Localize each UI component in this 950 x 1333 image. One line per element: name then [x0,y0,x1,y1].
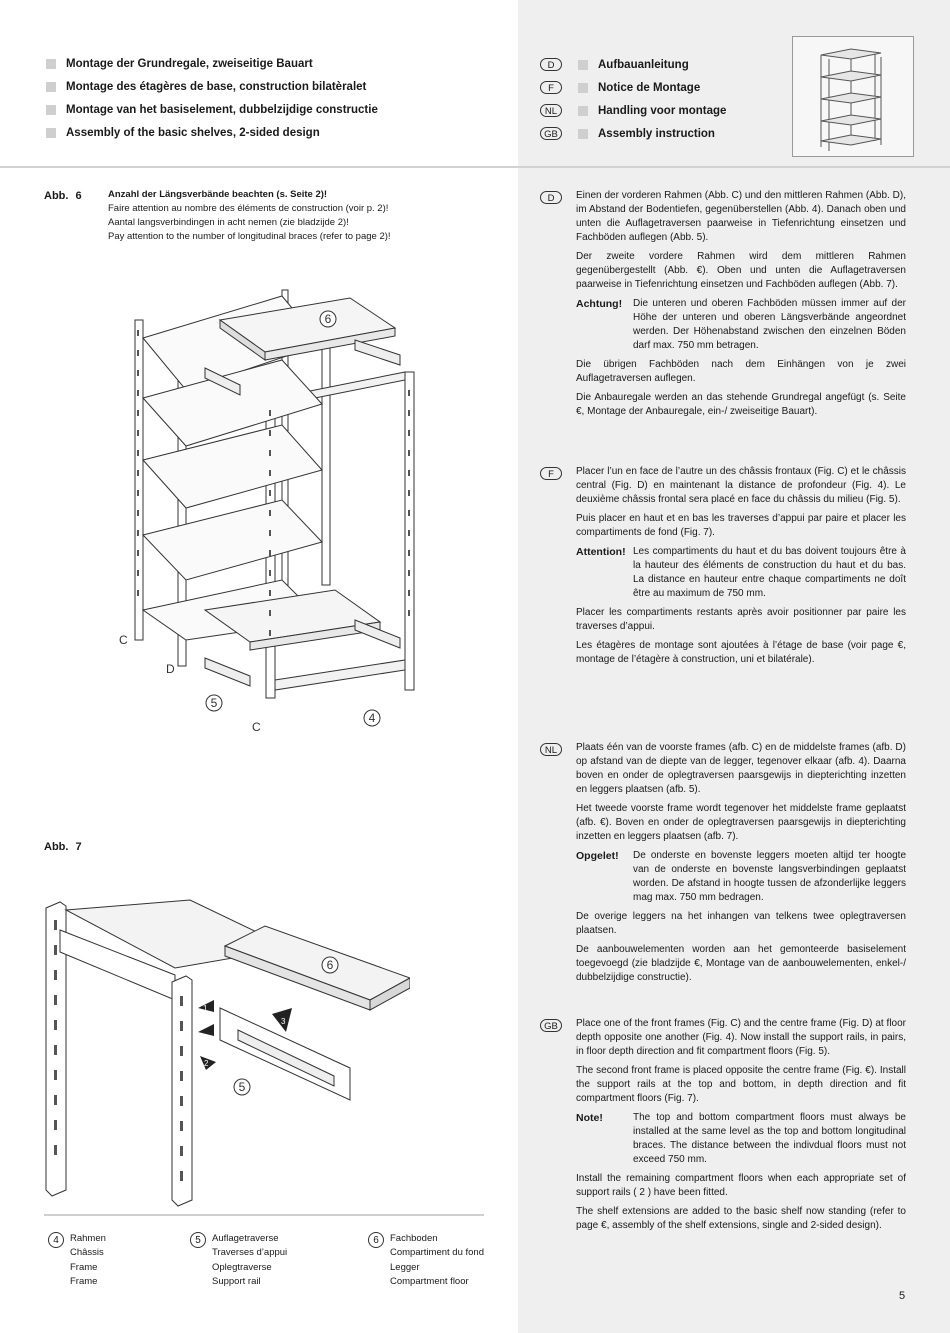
warning [576,849,906,905]
note-nl: Aantal langsverbindingen in acht nemen (zie bladzijde 2)! [108,217,349,228]
bullet-square [46,82,56,92]
section-de [576,189,906,424]
legend-divider [44,1214,484,1216]
lang-badge-gb: GB [540,127,562,140]
callout-5: 5 [238,1080,246,1094]
paragraph: The second front frame is placed opposite the centre frame (Fig. €). Install the support rails at the top and bottom, in depth direction and fit compartment floors (Fig. 7). [576,1065,906,1104]
shelf-unit-icon [792,36,914,157]
lang-badge-f: F [540,81,562,94]
bullet-square [578,106,588,116]
paragraph: Place one of the front frames (Fig. C) and the centre frame (Fig. D) at floor depth opposite one another (Fig. 4). Now install the support rails, in pairs, in floor depth direction and fit compartment floors (Fig. 5). [576,1018,906,1057]
legend-item-frame [53,1232,106,1289]
step-1: 1 [203,1004,208,1013]
figure7-drawing [40,890,410,1210]
callout-c-bottom: C [252,720,261,734]
figure-number: 6 [75,190,82,202]
figure6-label [44,190,82,202]
header-title-de: Montage der Grundregale, zweiseitige Bauart [66,58,313,70]
figure-label-text: Abb. [44,190,69,202]
legend-text: Compartment floor [390,1275,469,1287]
lang-badge-nl: NL [540,104,562,117]
legend-text: Support rail [212,1275,261,1287]
header-divider [0,166,950,168]
callout-d: D [166,662,175,676]
lang-badge-d: D [540,191,562,204]
lang-badge-f: F [540,467,562,480]
legend-text: Oplegtraverse [212,1261,272,1273]
legend-number: 5 [190,1232,206,1248]
paragraph: Die Anbauregale werden an das stehende Grundregal angefügt (s. Seite €, Montage der Anbauregale, ein-/ zweiseitige Bauart). [576,392,906,417]
bullet-square [578,83,588,93]
paragraph: Les étagères de montage sont ajoutées à l’étage de base (voir page €, montage de l’étagère à construction, uni et bilatérale). [576,640,906,665]
legend-item-compartment-floor [373,1232,484,1289]
warning-text: Les compartiments du haut et du bas doivent toujours être à la hauteur des éléments de construction du haut et du bas. La distance en hauteur entre chaque compartiments ne doît être au maximum de 750 mm. [633,546,906,599]
figure6-notes [108,188,391,244]
figure-number: 7 [75,841,82,853]
callout-5: 5 [210,696,218,710]
step-arrow [198,1024,214,1036]
warning-text: Die unteren und oberen Fachböden müssen immer auf der Höhe der unteren und oberen Längsverbände angeordnet werden. Der Höhenabstand zwischen den einzelnen Böden darf max. 750 mm betragen. [633,298,906,351]
legend-text: Fachboden [390,1233,438,1244]
warning-label: Achtung! [576,298,623,310]
warning [576,297,906,353]
warning-text: The top and bottom compartment floors must always be installed at the same level as the top and bottom longitudinal braces. The distance between the indivdual floors must not exceed 750 mm. [633,1112,906,1165]
legend-text: Traverses d’appui [212,1247,288,1259]
bullet-square [46,59,56,69]
legend-text: Compartiment du fond [390,1247,484,1259]
note-fr: Faire attention au nombre des éléments de construction (voir p. 2)! [108,203,389,214]
lang-badge-d: D [540,58,562,71]
paragraph: Plaats één van de voorste frames (afb. C) en de middelste frames (afb. D) op afstand van de diepte van de legger, tegenover elkaar (afb. 4). Daarna boven en onder de oplegtraversen paarsgewijs in diepterichting inzetten en leggers plaatsen (afb. 5). [576,742,906,795]
legend-number: 4 [48,1232,64,1248]
legend-number: 6 [368,1232,384,1248]
warning [576,545,906,601]
lang-badge-gb: GB [540,1019,562,1032]
callout-c-left: C [119,633,128,647]
paragraph: Het tweede voorste frame wordt tegenover het middelste frame geplaatst (afb. €). Boven en onder de oplegtraversen paarsgewijs in diepterichting inzetten en leggers plaatsen (afb. 7). [576,803,906,842]
header-subtitle-de: Aufbauanleitung [598,59,689,71]
section-en [576,1017,906,1238]
header-subtitle-fr: Notice de Montage [598,82,701,94]
legend-text: Legger [390,1261,420,1273]
paragraph: Einen der vorderen Rahmen (Abb. C) und den mittleren Rahmen (Abb. D), im Abstand der Bodentiefen, gegenüberstellen (Abb. 4). Danach oben und unten die Auflagetraversen paarweise in Tiefenrichtung einsetzen und Fachböden auflegen (Abb. 5). [576,190,906,243]
header-title-nl: Montage van het basiselement, dubbelzijdige constructie [66,104,378,116]
section-nl [576,741,906,990]
callout-6: 6 [326,958,334,972]
figure7-label [44,841,82,853]
header-subtitle-en: Assembly instruction [598,128,715,140]
note-de: Anzahl der Längsverbände beachten (s. Seite 2)! [108,189,328,200]
header-title-en: Assembly of the basic shelves, 2-sided design [66,127,320,139]
paragraph: Der zweite vordere Rahmen wird dem mittleren Rahmen gegenübergestellt (Abb. €). Oben und unten die Auflagetraversen paarweise in Tiefenrichtung einsetzen und Fachböden auflegen (Abb. 7). [576,251,906,290]
bullet-square [578,60,588,70]
paragraph: Placer l’un en face de l’autre un des châssis frontaux (Fig. C) et le châssis central (Fig. D) en maintenant la distance de profondeur (Fig. 4). Le deuxième châssis frontal sera placé en face du châssis du milieu (Fig. 5). [576,466,906,505]
legend-text: Frame [70,1275,98,1287]
figure-label-text: Abb. [44,841,69,853]
bullet-square [46,128,56,138]
paragraph: Install the remaining compartment floors when each appropriate set of support rails ( 2 ) have been fitted. [576,1173,906,1198]
legend-text: Rahmen [70,1233,106,1244]
note-en: Pay attention to the number of longitudinal braces (refer to page 2)! [108,231,391,242]
paragraph: Puis placer en haut et en bas les traverses d’appui par paire et placer les compartiments de fond (Fig. 7). [576,513,906,538]
warning-label: Attention! [576,546,626,558]
step-3: 3 [281,1017,286,1026]
legend-text: Frame [70,1261,98,1273]
step-2: 2 [204,1059,209,1068]
legend-text: Auflagetraverse [212,1233,279,1244]
header-title-fr: Montage des étagères de base, construction bilatèralet [66,81,367,93]
warning [576,1111,906,1167]
legend-item-support-rail [195,1232,288,1289]
paragraph: Die übrigen Fachböden nach dem Einhängen von je zwei Auflagetraversen auflegen. [576,359,906,384]
callout-4: 4 [368,711,376,725]
bullet-square [46,105,56,115]
warning-label: Opgelet! [576,850,619,862]
bullet-square [578,129,588,139]
paragraph: The shelf extensions are added to the basic shelf now standing (refer to page €, assembly of the shelf extensions, single and 2-sided design). [576,1206,906,1231]
callout-6: 6 [324,312,332,326]
header-subtitle-nl: Handling voor montage [598,105,727,117]
warning-label: Note! [576,1112,603,1124]
lang-badge-nl: NL [540,743,562,756]
paragraph: Placer les compartiments restants après avoir positionner par paire les traverses d’appui. [576,607,906,632]
figure6-drawing [100,280,430,740]
page-number: 5 [899,1290,906,1302]
section-fr [576,465,906,672]
warning-text: De onderste en bovenste leggers moeten altijd ter hoogte van de onderste en bovenste langsverbindingen geplaatst worden. De afstand in hoogte tussen de afzonderlijke leggers mag max. 750 mm bedragen. [633,850,906,903]
paragraph: De overige leggers na het inhangen van telkens twee oplegtraversen plaatsen. [576,911,906,936]
legend-text: Châssis [70,1247,104,1259]
paragraph: De aanbouwelementen worden aan het gemonteerde basiselement toegevoegd (zie bladzijde €, Montage van de aanbouwelementen, enkel-/ dubbelzijdige constructie). [576,944,906,983]
